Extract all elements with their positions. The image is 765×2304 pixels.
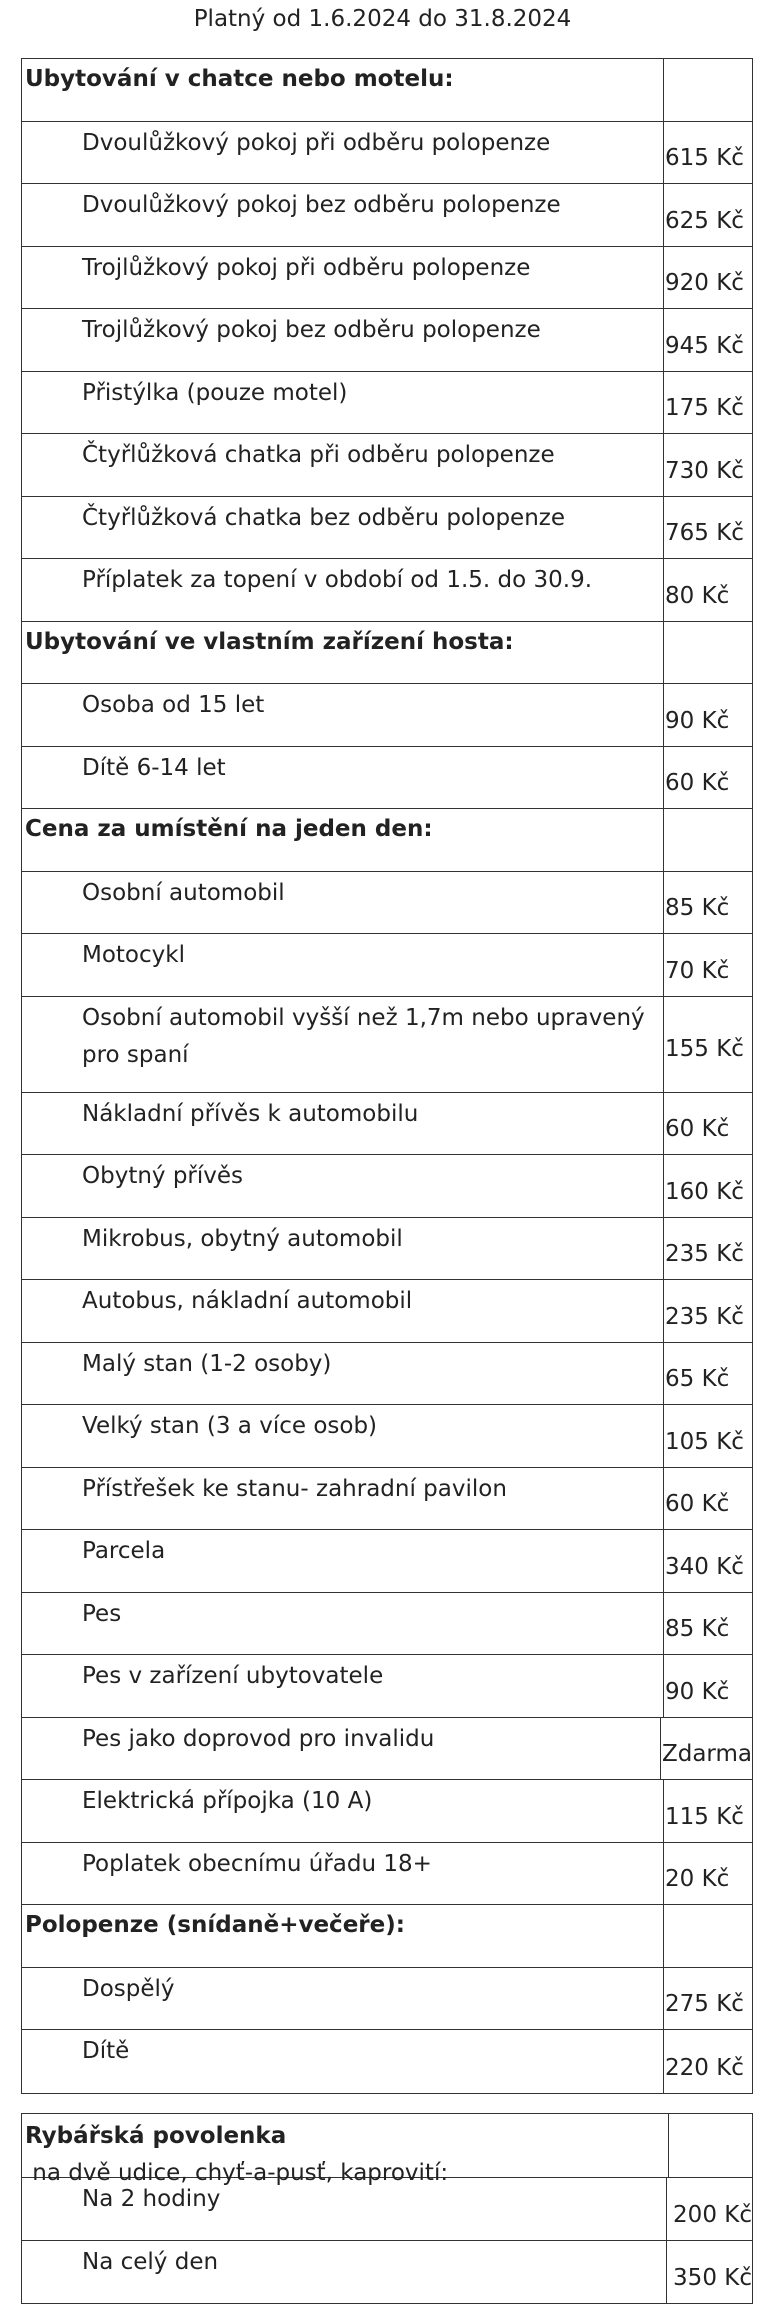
item-label: Příplatek za topení v období od 1.5. do 30.9.	[22, 559, 664, 621]
price-row	[22, 1780, 752, 1843]
item-price: 20 Kč	[665, 1866, 730, 1892]
item-label: Na celý den	[22, 2241, 667, 2304]
item-price: 85 Kč	[665, 1616, 730, 1642]
price-table	[21, 58, 753, 2094]
empty-price-cell	[664, 59, 752, 121]
fishing-heading-bold: Rybářská povolenka	[25, 2123, 287, 2149]
item-price: 60 Kč	[665, 1116, 730, 1142]
item-price: 175 Kč	[665, 395, 744, 421]
item-label: Pes	[22, 1593, 664, 1655]
item-label: Trojlůžkový pokoj bez odběru polopenze	[22, 309, 664, 371]
price-row	[22, 1843, 752, 1906]
fishing-heading	[22, 2114, 669, 2186]
price-row	[22, 309, 752, 372]
empty-price-cell	[664, 809, 752, 871]
item-label: Velký stan (3 a více osob)	[22, 1405, 664, 1467]
item-label: Trojlůžkový pokoj při odběru polopenze	[22, 247, 664, 309]
section-heading: Ubytování v chatce nebo motelu:	[22, 59, 664, 121]
price-row	[22, 1093, 752, 1156]
item-label: Čtyřlůžková chatka při odběru polopenze	[22, 434, 664, 496]
section-heading: Polopenze (snídaně+večeře):	[22, 1905, 664, 1967]
price-row	[22, 2241, 752, 2304]
item-price: 65 Kč	[665, 1366, 730, 1392]
price-row	[22, 2030, 752, 2093]
item-label: Pes v zařízení ubytovatele	[22, 1655, 664, 1717]
item-price: 235 Kč	[665, 1303, 744, 1330]
item-price: 765 Kč	[665, 520, 744, 546]
price-row	[22, 1343, 752, 1406]
item-price: 350 Kč	[673, 2265, 752, 2291]
item-price: 90 Kč	[665, 1678, 730, 1705]
item-price: 945 Kč	[665, 332, 744, 359]
item-price: 160 Kč	[665, 1178, 744, 1205]
item-label: Dvoulůžkový pokoj bez odběru polopenze	[22, 184, 664, 246]
item-label: Dítě 6-14 let	[22, 747, 664, 809]
item-label: Poplatek obecnímu úřadu 18+	[22, 1843, 664, 1905]
price-row	[22, 1530, 752, 1593]
item-label: Osobní automobil vyšší než 1,7m nebo upravený pro spaní	[22, 997, 664, 1092]
price-row	[22, 684, 752, 747]
price-row	[22, 1218, 752, 1281]
item-price: 625 Kč	[665, 207, 744, 234]
empty-price-cell	[664, 1905, 752, 1967]
price-row	[22, 1718, 752, 1781]
price-row	[22, 747, 752, 810]
price-row	[22, 1655, 752, 1718]
item-label: Přistýlka (pouze motel)	[22, 372, 664, 434]
item-price: 220 Kč	[665, 2054, 744, 2081]
price-row	[22, 1280, 752, 1343]
fishing-heading-rest: na dvě udice, chyť-a-pusť, kaprovití:	[25, 2160, 449, 2186]
item-label: Obytný přívěs	[22, 1155, 664, 1217]
item-price: 235 Kč	[665, 1241, 744, 1267]
price-row	[22, 1968, 752, 2031]
item-label: Osobní automobil	[22, 872, 664, 934]
item-label: Dítě	[22, 2030, 664, 2093]
item-label: Parcela	[22, 1530, 664, 1592]
section-header-row	[22, 1905, 752, 1968]
item-price: 155 Kč	[665, 1035, 744, 1062]
section-heading: Ubytování ve vlastním zařízení hosta:	[22, 622, 664, 684]
price-row	[22, 247, 752, 310]
item-price: 90 Kč	[665, 707, 730, 734]
item-label: Na 2 hodiny	[22, 2178, 667, 2240]
section-heading: Cena za umístění na jeden den:	[22, 809, 664, 871]
item-label: Čtyřlůžková chatka bez odběru polopenze	[22, 497, 664, 559]
empty-price-cell	[664, 622, 752, 684]
item-label: Malý stan (1-2 osoby)	[22, 1343, 664, 1405]
item-label: Dvoulůžkový pokoj při odběru polopenze	[22, 122, 664, 184]
empty-price-cell	[669, 2114, 752, 2177]
item-label: Elektrická přípojka (10 A)	[22, 1780, 664, 1842]
item-price: 115 Kč	[665, 1803, 744, 1830]
item-price: 275 Kč	[665, 1991, 744, 2017]
item-label: Pes jako doprovod pro invalidu	[22, 1718, 661, 1780]
item-price: 340 Kč	[665, 1553, 744, 1580]
price-row	[22, 184, 752, 247]
item-price: 920 Kč	[665, 270, 744, 296]
price-row	[22, 122, 752, 185]
price-row	[22, 372, 752, 435]
section-header-row	[22, 59, 752, 122]
price-row	[22, 434, 752, 497]
item-label: Nákladní přívěs k automobilu	[22, 1093, 664, 1155]
item-price: 70 Kč	[665, 957, 730, 984]
price-row	[22, 1155, 752, 1218]
price-row	[22, 497, 752, 560]
item-label: Přístřešek ke stanu- zahradní pavilon	[22, 1468, 664, 1530]
price-row	[22, 1593, 752, 1656]
item-price: 105 Kč	[665, 1428, 744, 1455]
price-list-title: Platný od 1.6.2024 do 31.8.2024	[193, 6, 572, 32]
price-row	[22, 2178, 752, 2241]
price-row	[22, 1405, 752, 1468]
price-row	[22, 872, 752, 935]
price-row	[22, 1468, 752, 1531]
item-price: 85 Kč	[665, 895, 730, 921]
item-label: Dospělý	[22, 1968, 664, 2030]
item-price: 200 Kč	[673, 2201, 752, 2228]
section-header-row	[22, 2114, 752, 2186]
item-price: 60 Kč	[665, 770, 730, 796]
price-row	[22, 559, 752, 622]
item-label: Autobus, nákladní automobil	[22, 1280, 664, 1342]
item-price: 80 Kč	[665, 582, 730, 609]
item-label: Osoba od 15 let	[22, 684, 664, 746]
fishing-permit-table	[21, 2113, 753, 2304]
item-label: Mikrobus, obytný automobil	[22, 1218, 664, 1280]
item-price: 730 Kč	[665, 457, 744, 484]
price-row	[22, 997, 752, 1093]
item-price: Zdarma	[661, 1741, 752, 1767]
section-header-row	[22, 622, 752, 685]
item-price: 615 Kč	[665, 145, 744, 171]
item-price: 60 Kč	[665, 1491, 730, 1517]
price-row	[22, 934, 752, 997]
section-header-row	[22, 809, 752, 872]
item-label: Motocykl	[22, 934, 664, 996]
